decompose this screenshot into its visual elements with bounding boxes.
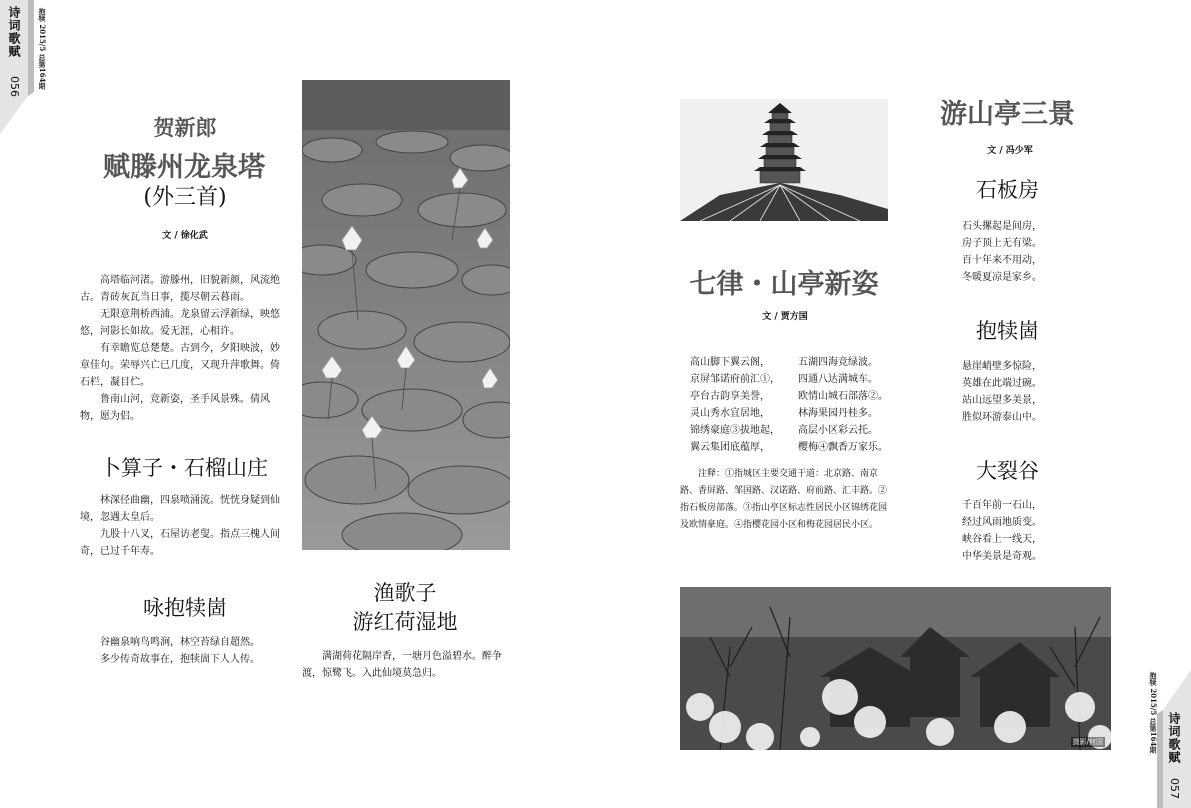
poem-a-line: 灵山秀水宜居地， [690,408,770,419]
poem-a-couplet [690,354,905,371]
poem2-title: 卜算子・石榴山庄 [100,456,268,480]
main-poem-paragraph: 鲁南山河，竞新姿，圣手风景殊。倩风物，愿为侣。 [80,394,270,422]
poem-a-body [690,354,905,456]
poem4-title-line1: 渔歌子 [373,581,437,605]
poem3-line: 多少传奇故事在，抱犊崮下人人传。 [100,654,260,665]
village-photo-art [680,587,1111,750]
poem-a-line: 四通八达满城车。 [798,374,878,385]
main-poem-subtitle: (外三首) [143,185,227,210]
poem-b-line: 中华美景是奇观。 [962,551,1042,562]
poem-a-couplet [690,422,905,439]
poem2-body [80,492,288,560]
left-issue-label: 抱犊 2015/5 总第164期 [38,8,47,90]
main-poem-author: 文 / 徐化武 [162,231,208,241]
photo-credit: 摄影/何国 [1072,738,1103,746]
main-poem-paragraph: 有幸瞻览总楚楚。古到今，夕阳映波，妙章佳句。荣辱兴亡已几度，又现升萍歌舞。倚石栏，凝目伫。 [80,343,280,388]
poem-b-line: 英雄在此端过碗。 [962,378,1042,389]
poem-b-line: 峡谷看上一线天， [962,534,1042,545]
right-page-number: 057 [1168,778,1181,799]
main-poem-title-line2: 赋滕州龙泉塔 [103,152,265,183]
poem-a-couplet [690,388,905,405]
pagoda-photo [680,99,888,221]
poem-a-title: 七律・山亭新姿 [689,269,879,300]
lotus-photo-art [302,80,510,550]
poem-a-line: 锦绣豪庭③拔地起， [690,425,780,436]
poem-b-line: 石头摞起是间房， [962,221,1042,232]
poem-a-couplet [690,371,905,388]
poem-a-note: 注释：①指城区主要交通干道：北京路、南京路、香屏路、邹国路、汉诺路、府前路、汇丰路。②指石板房部落。③指山亭区标志性居民小区锦绣花园及欧情豪庭。④指樱花园小区和梅花园居民小区。 [680,469,888,530]
poem2-paragraph: 九股十八叉，石屋访老叟。指点三槐人间奇，已过千年寿。 [80,529,280,557]
poem-b-section-body [962,358,1062,426]
poem-a-line: 亭台古韵享美誉， [690,391,770,402]
poem-b-line: 胜似环游泰山中。 [962,412,1042,423]
poem-b-line: 经过风雨地质变。 [962,517,1042,528]
right-issue-label: 抱犊 2015/5 总第164期 [1149,672,1158,754]
poem-b-title: 游山亭三景 [940,99,1075,130]
poem-b-section-body [962,497,1062,565]
poem-a-couplet [690,439,905,456]
main-poem-title-line1: 贺新郎 [153,116,217,140]
poem-b-line: 站山远望多美景， [962,395,1042,406]
village-photo [680,587,1111,750]
poem-a-author: 文 / 贾方国 [762,312,808,322]
poem-b-line: 冬暖夏凉是家乡。 [962,272,1042,283]
poem-a-line: 京屏邹诺府前汇①， [690,374,780,385]
right-section-title: 诗词歌赋 [1167,712,1181,764]
poem-b-section-title: 抱犊崮 [976,319,1039,343]
poem2-paragraph: 林深径曲幽，四泉喷涌流。恍恍身疑到仙境，忽遇太皇后。 [80,495,280,523]
poem4-body [302,648,510,682]
poem-a-couplet [690,405,905,422]
poem-a-line: 欧情山城石部落②。 [798,391,888,402]
main-poem-paragraph: 无限意荆桥西浦。龙泉留云浮新绿，映悠悠，河影长如故。爱无涯，心相许。 [80,309,280,337]
poem-a-line: 林海果园丹桂多。 [798,408,878,419]
poem-a-line: 翼云集团底蕴厚， [690,442,770,453]
poem3-body [100,634,290,668]
poem-a-line: 高层小区彩云托。 [798,425,878,436]
poem3-line: 谷幽泉响鸟鸣涧，林空苔绿自超然。 [100,637,260,648]
poem3-title: 咏抱犊崮 [143,596,227,620]
left-section-title: 诗词歌赋 [7,6,21,58]
poem-b-section-body [962,218,1062,286]
main-poem-paragraph: 高塔临河渚。游滕州，旧貌新颜，风流绝古。青砖灰瓦当日事，揽尽朝云暮雨。 [80,275,280,303]
poem-b-line: 悬崖峭壁多惊险， [962,361,1042,372]
poem-b-line: 房子顶上无有梁。 [962,238,1042,249]
poem4-paragraph: 满湖荷花隔岸香，一塘月色溢碧水。醉争渡，惊鹭飞。入此仙境莫急归。 [302,651,502,679]
lotus-photo [302,80,510,550]
poem-b-section-title: 大裂谷 [976,459,1039,483]
poem-b-line: 千百年前一石山， [962,500,1042,511]
poem-b-author: 文 / 冯少军 [987,146,1033,156]
poem-a-line: 高山脚下翼云阁， [690,357,770,368]
poem-b-line: 百十年来不用动， [962,255,1042,266]
main-poem-body [80,272,288,425]
poem-a-line: 五湖四海竞绿波。 [798,357,878,368]
poem4-title-line2: 游红荷湿地 [352,610,458,634]
poem-b-section-title: 石板房 [976,178,1039,202]
poem-a-line: 樱梅④飘香万家乐。 [798,442,888,453]
left-page-number: 056 [8,76,21,97]
pagoda-photo-art [680,99,888,221]
